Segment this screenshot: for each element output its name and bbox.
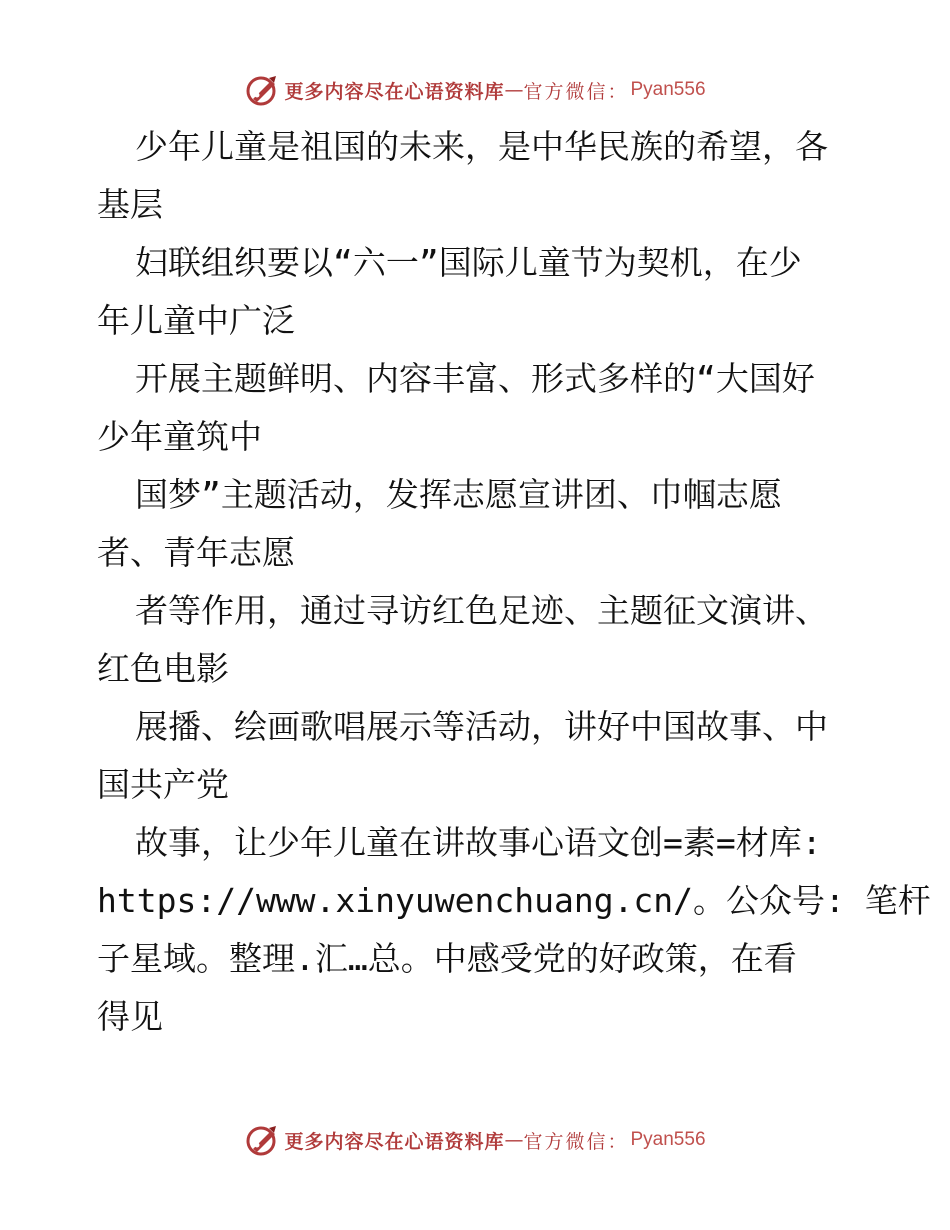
text-line: https://www.xinyuwenchuang.cn/。公众号: 笔杆 (97, 881, 931, 920)
text-line: 者等作用，通过寻访红色足迹、主题征文演讲、 (135, 591, 828, 630)
brand-text: 更多内容尽在心语资料库 (284, 80, 505, 103)
separator: — (504, 79, 524, 101)
text-line: 妇联组织要以“六一”国际儿童节为契机，在少 (135, 243, 802, 282)
quill-logo-icon (244, 1122, 280, 1158)
wechat-id: Pyan556 (630, 79, 706, 100)
wechat-id: Pyan556 (630, 1129, 706, 1150)
text-line: 故事，让少年儿童在讲故事心语文创=素=材库: (135, 823, 822, 862)
text-line: 得见 (97, 997, 163, 1036)
text-line: 展播、绘画歌唱展示等活动，讲好中国故事、中 (135, 707, 828, 746)
text-line: 国共产党 (97, 765, 229, 804)
official-wechat-label: 官方微信： (523, 80, 629, 103)
text-line: 少年儿童是祖国的未来，是中华民族的希望，各 (135, 127, 828, 166)
text-line: 国梦”主题活动，发挥志愿宣讲团、巾帼志愿 (135, 475, 782, 514)
text-line: 年儿童中广泛 (97, 301, 295, 340)
text-line: 子星域。整理.汇…总。中感受党的好政策，在看 (97, 939, 797, 978)
footer-watermark (0, 1120, 950, 1160)
separator: — (504, 1129, 524, 1151)
text-line: 基层 (97, 185, 163, 224)
text-line: 开展主题鲜明、内容丰富、形式多样的“大国好 (135, 359, 815, 398)
text-line: 红色电影 (97, 649, 229, 688)
official-wechat-label: 官方微信： (523, 1130, 629, 1153)
brand-text: 更多内容尽在心语资料库 (284, 1130, 505, 1153)
text-line: 少年童筑中 (97, 417, 262, 456)
header-watermark (0, 70, 950, 110)
quill-logo-icon (244, 72, 280, 108)
document-body (97, 118, 931, 1046)
text-line: 者、青年志愿 (97, 533, 295, 572)
